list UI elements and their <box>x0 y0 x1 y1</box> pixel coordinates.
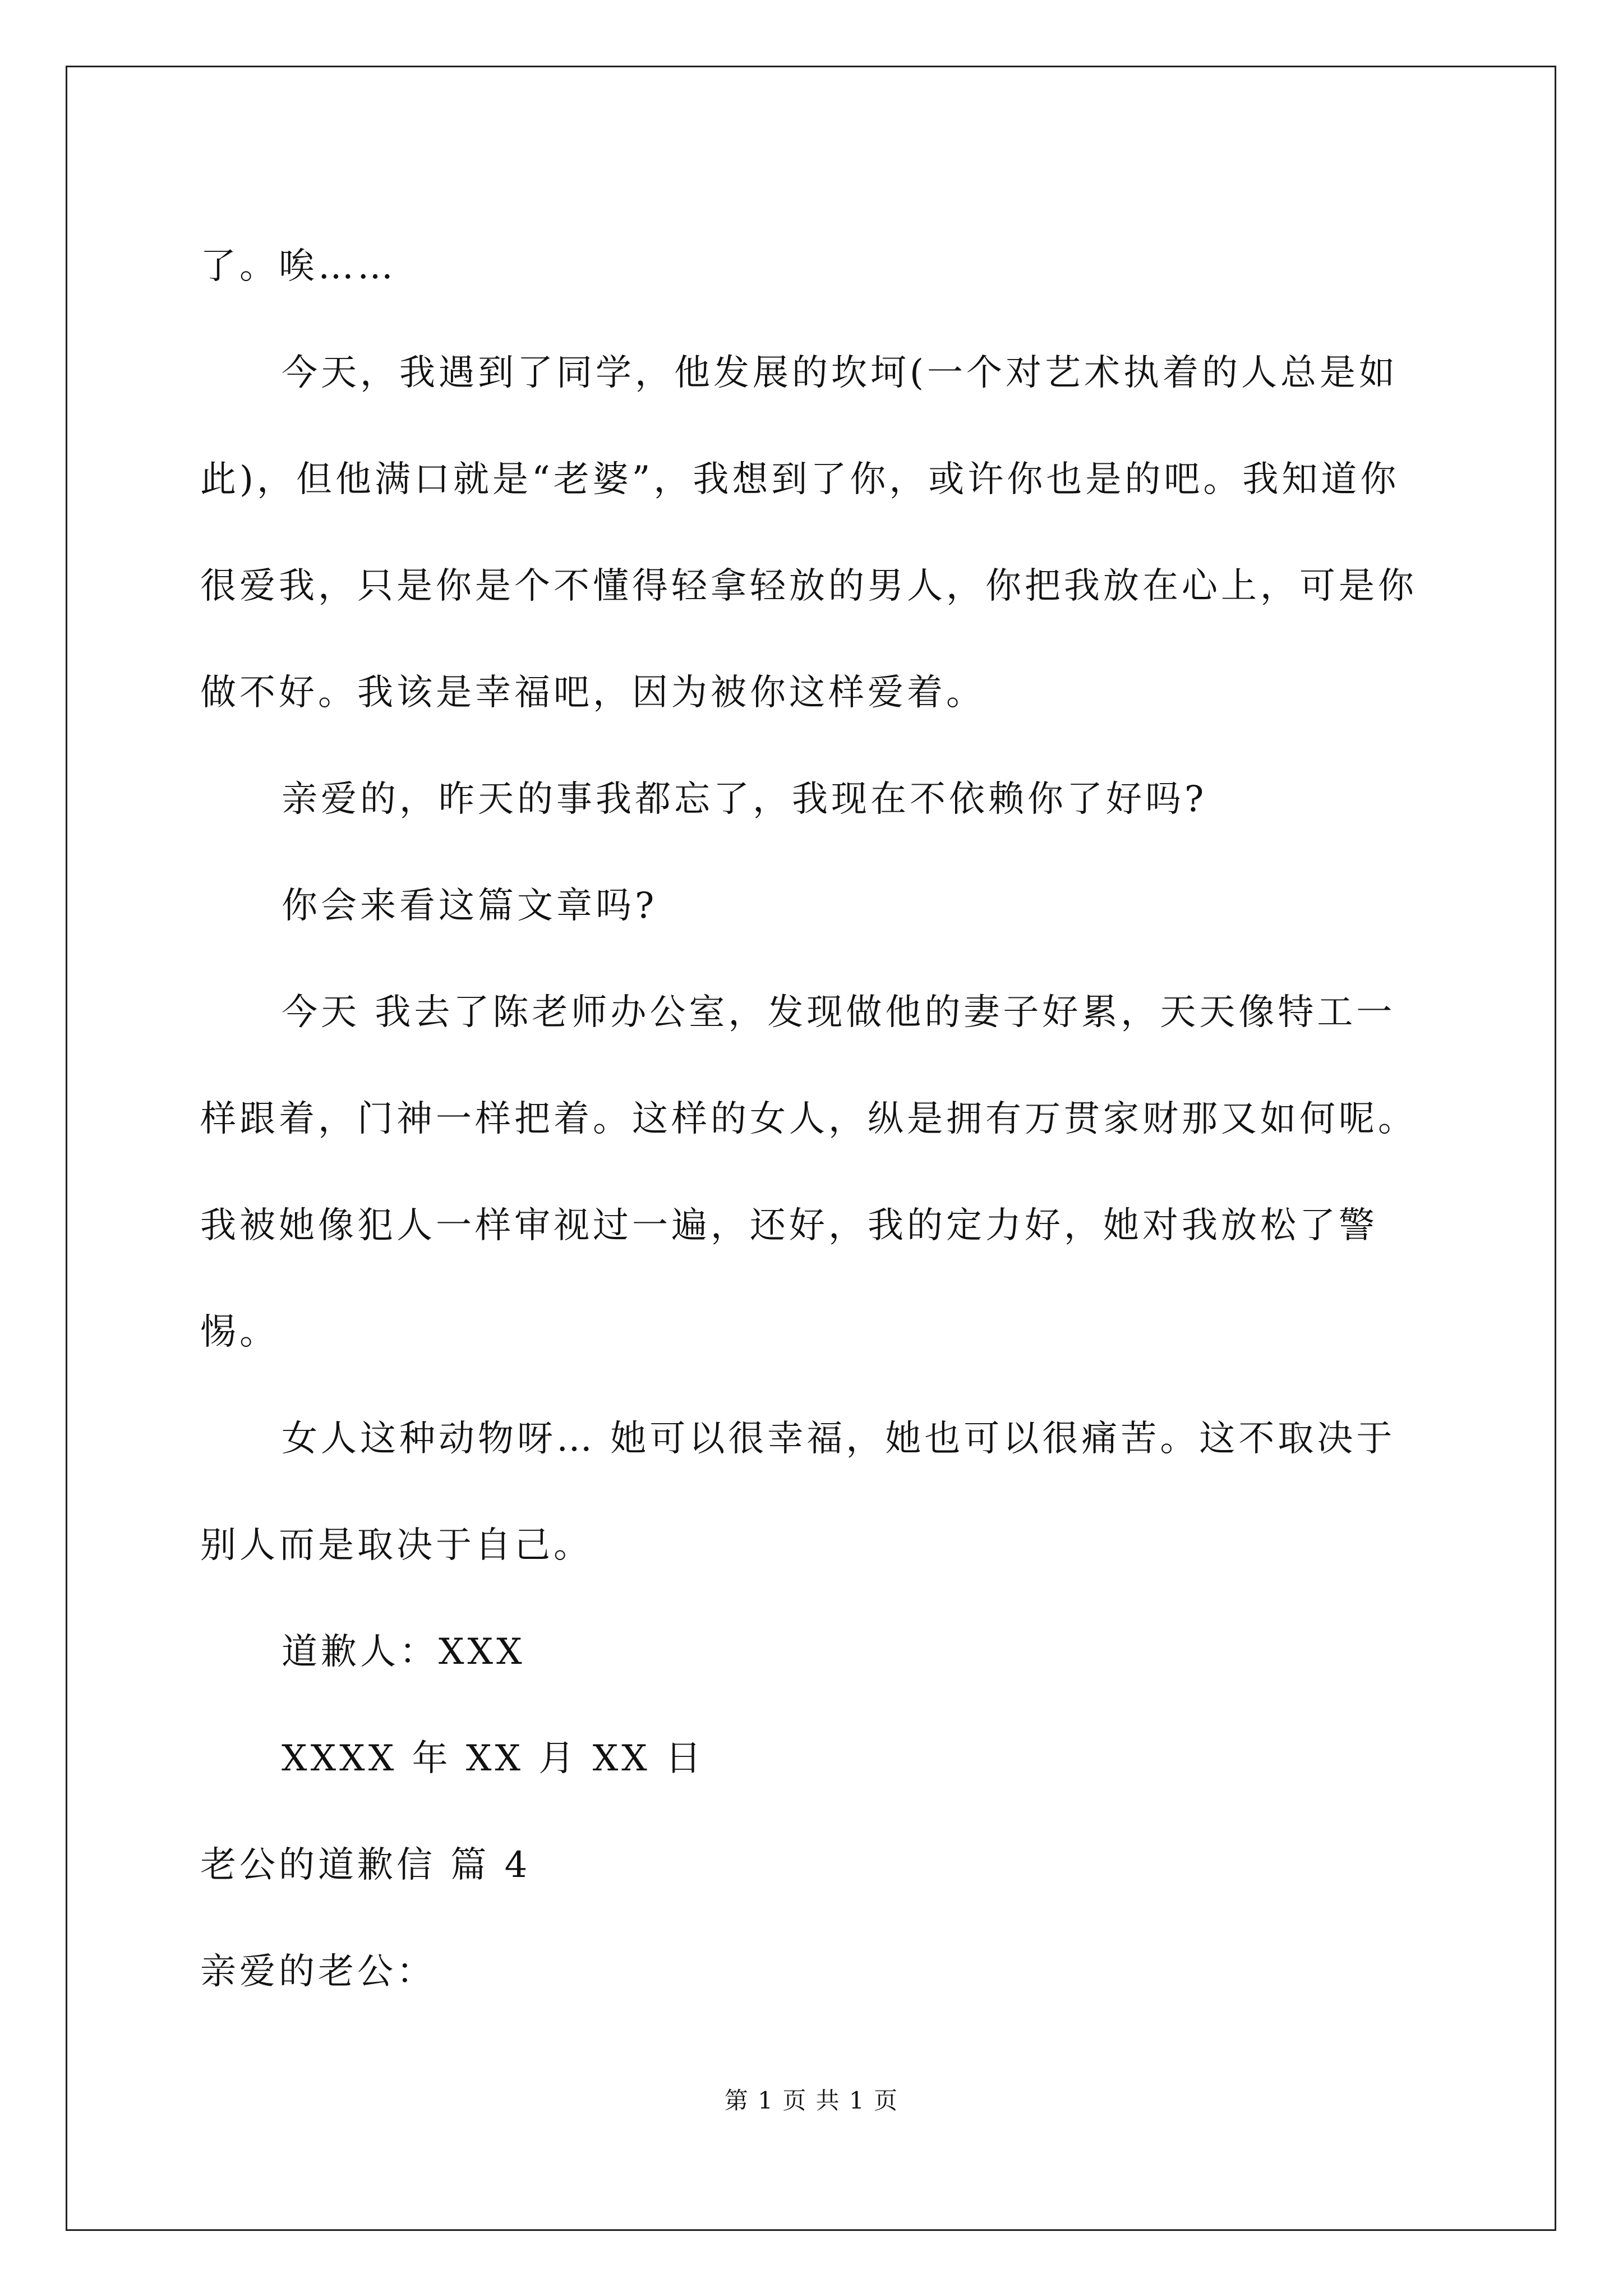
section-heading: 老公的道歉信 篇 4 <box>200 1844 531 1886</box>
document-body <box>200 213 1434 2025</box>
signature-date: XXXX 年 XX 月 XX 日 <box>282 1738 705 1779</box>
salutation: 亲爱的老公： <box>200 1951 436 1993</box>
paragraph-women: 女人这种动物呀… 她可以很幸福，她也可以很痛苦。这不取决于别人而是取决于自己。 <box>200 1418 1396 1566</box>
paragraph-will-you-read: 你会来看这篇文章吗? <box>282 885 658 927</box>
signature-apologizer: 道歉人：XXX <box>282 1631 525 1673</box>
paragraph-closing-sigh: 了。唉…… <box>200 246 396 287</box>
paragraph-forgot-yesterday: 亲爱的，昨天的事我都忘了，我现在不依赖你了好吗? <box>282 779 1207 820</box>
paragraph-classmate: 今天，我遇到了同学，他发展的坎坷(一个对艺术执着的人总是如此)，但他满口就是“老婆”，我想到了你，或许你也是的吧。我知道你很爱我，只是你是个不懂得轻拿轻放的男人，你把我放在心上，可是你做不好。我该是幸福吧，因为被你这样爱着。 <box>200 352 1417 714</box>
paragraph-teacher-office: 今天 我去了陈老师办公室，发现做他的妻子好累，天天像特工一样跟着，门神一样把着。这样的女人，纵是拥有万贯家财那又如何呢。我被她像犯人一样审视过一遍，还好，我的定力好，她对我放松了警惕。 <box>200 992 1417 1353</box>
page-footer: 第 1 页 共 1 页 <box>724 2087 899 2114</box>
